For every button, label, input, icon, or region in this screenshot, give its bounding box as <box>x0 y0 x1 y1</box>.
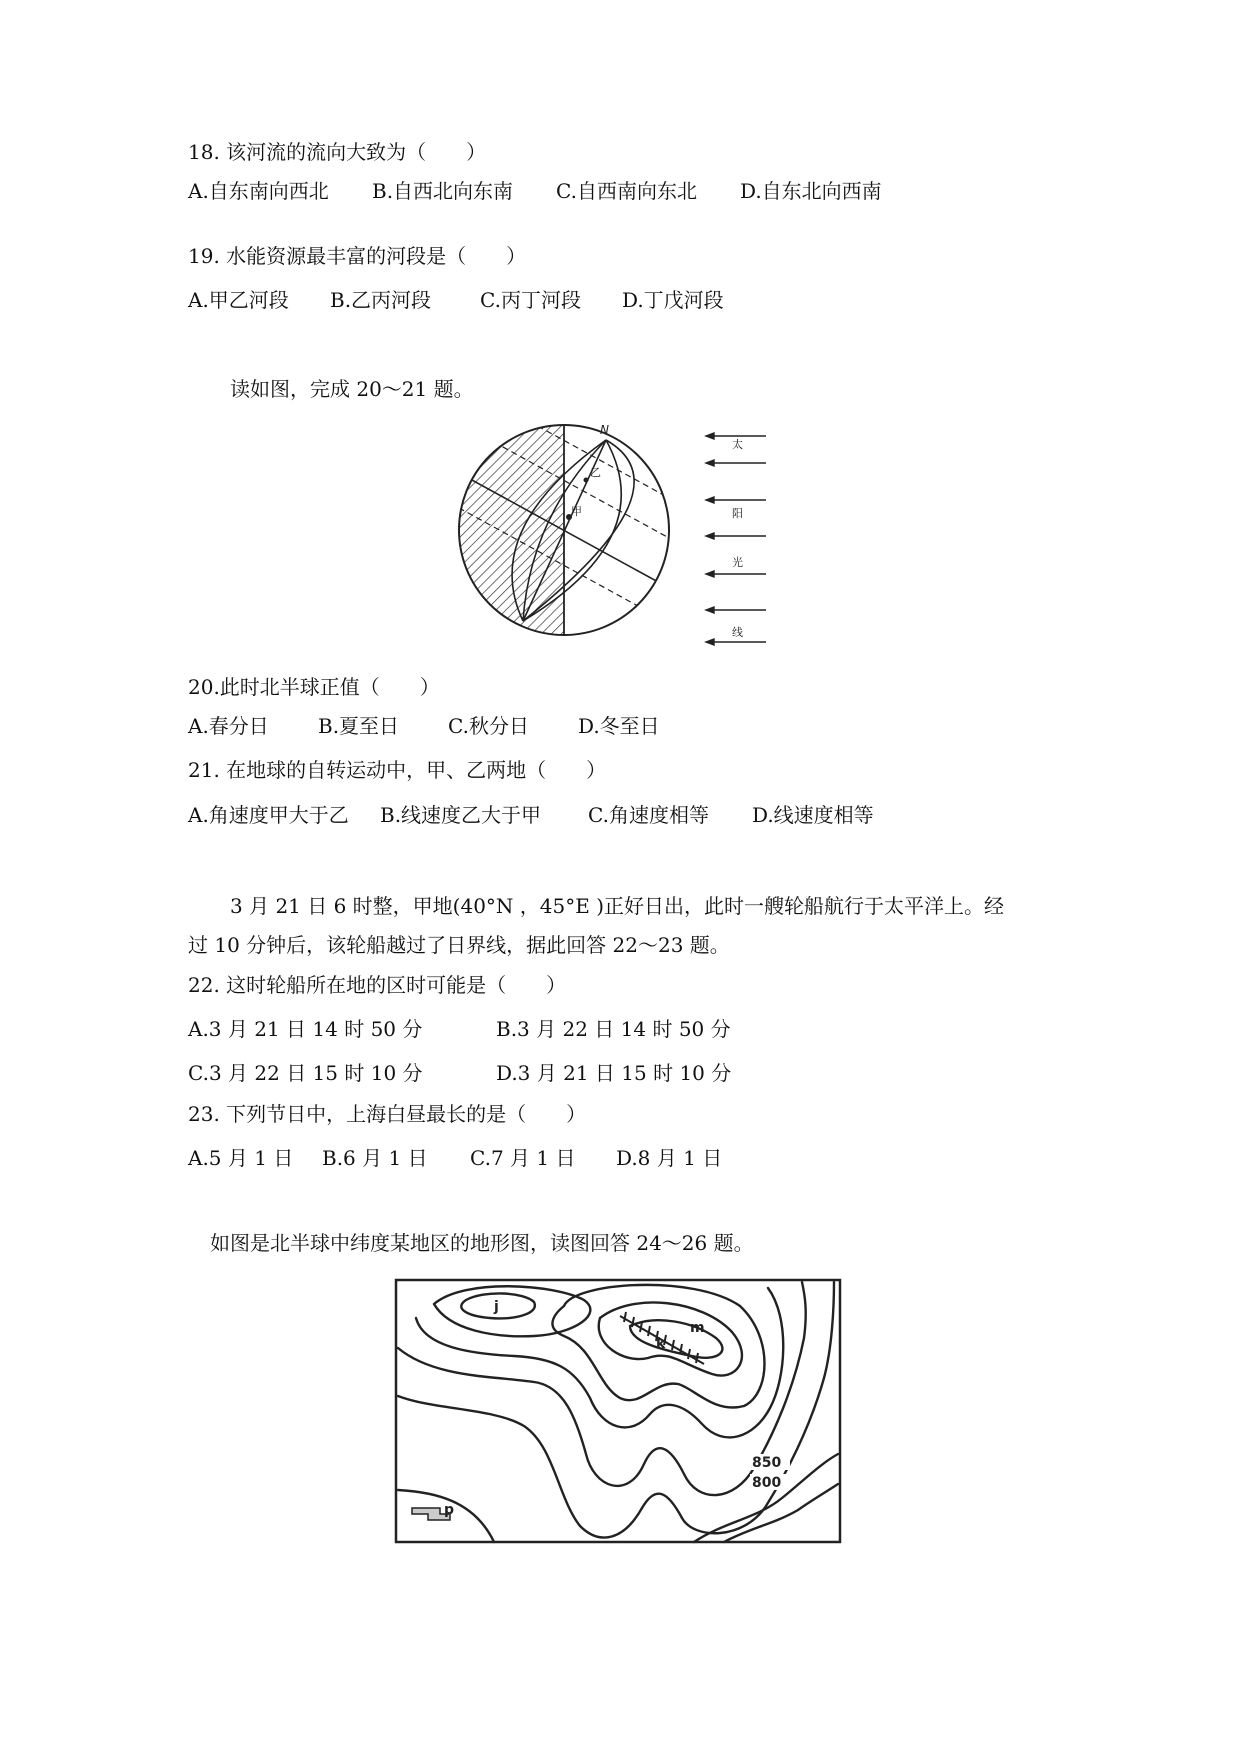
q18-option-c: C.自西南向东北 <box>556 179 697 203</box>
label-j: j <box>494 1299 499 1315</box>
q20-option-a: A.春分日 <box>188 714 269 738</box>
q20-stem: 20.此时北半球正值（ ） <box>188 675 440 699</box>
q23-option-a: A.5 月 1 日 <box>188 1146 294 1170</box>
label-k: k <box>656 1336 666 1352</box>
contour-label-850: 850 <box>752 1455 782 1471</box>
q22-option-c: C.3 月 22 日 15 时 10 分 <box>188 1061 423 1085</box>
q18-option-d: D.自东北向西南 <box>740 179 882 203</box>
q19-option-c: C.丙丁河段 <box>480 288 581 312</box>
q21-option-c: C.角速度相等 <box>588 803 709 827</box>
contour-label-800: 800 <box>752 1475 782 1491</box>
intro-20-21: 读如图，完成 20～21 题。 <box>230 377 474 401</box>
q23-option-b: B.6 月 1 日 <box>322 1146 428 1170</box>
sunlight-char-4: 线 <box>732 626 743 639</box>
north-label: N <box>600 423 609 437</box>
q22-option-d: D.3 月 21 日 15 时 10 分 <box>496 1061 732 1085</box>
sunlight-char-2: 阳 <box>732 507 743 520</box>
point-yi-label: 乙 <box>590 466 601 479</box>
q20-option-c: C.秋分日 <box>448 714 529 738</box>
q23-option-d: D.8 月 1 日 <box>616 1146 723 1170</box>
q19-stem: 19. 水能资源最丰富的河段是（ ） <box>188 244 527 268</box>
q19-option-a: A.甲乙河段 <box>188 288 289 312</box>
contour-map-figure <box>394 1278 844 1546</box>
q18-option-b: B.自西北向东南 <box>372 179 514 203</box>
point-yi-dot <box>584 478 589 483</box>
label-m: m <box>690 1320 705 1336</box>
q21-option-b: B.线速度乙大于甲 <box>380 803 542 827</box>
point-jia-label: 甲 <box>571 505 582 518</box>
q21-stem: 21. 在地球的自转运动中，甲、乙两地（ ） <box>188 758 607 782</box>
intro-24-26: 如图是北半球中纬度某地区的地形图，读图回答 24～26 题。 <box>210 1231 754 1255</box>
earth-illumination-figure <box>440 418 800 648</box>
q23-option-c: C.7 月 1 日 <box>470 1146 576 1170</box>
label-p: p <box>444 1502 455 1518</box>
q18-option-a: A.自东南向西北 <box>188 179 329 203</box>
q22-option-a: A.3 月 21 日 14 时 50 分 <box>188 1017 423 1041</box>
q19-option-d: D.丁戊河段 <box>622 288 724 312</box>
q18-stem: 18. 该河流的流向大致为（ ） <box>188 140 487 164</box>
q21-option-d: D.线速度相等 <box>752 803 874 827</box>
map-frame <box>396 1280 840 1542</box>
sunlight-char-1: 太 <box>732 438 743 451</box>
sunlight-char-3: 光 <box>732 556 743 569</box>
intro-22-23-line2: 过 10 分钟后，该轮船越过了日界线，据此回答 22～23 题。 <box>188 933 730 957</box>
q19-option-b: B.乙丙河段 <box>330 288 432 312</box>
q22-option-b: B.3 月 22 日 14 时 50 分 <box>496 1017 731 1041</box>
q23-stem: 23. 下列节日中，上海白昼最长的是（ ） <box>188 1102 587 1126</box>
q20-option-d: D.冬至日 <box>578 714 660 738</box>
q20-option-b: B.夏至日 <box>318 714 400 738</box>
intro-22-23-line1: 3 月 21 日 6 时整，甲地(40°N ，45°E )正好日出，此时一艘轮船航行于太平洋上。经 <box>230 894 1005 918</box>
q22-stem: 22. 这时轮船所在地的区时可能是（ ） <box>188 973 567 997</box>
q21-option-a: A.角速度甲大于乙 <box>188 803 349 827</box>
